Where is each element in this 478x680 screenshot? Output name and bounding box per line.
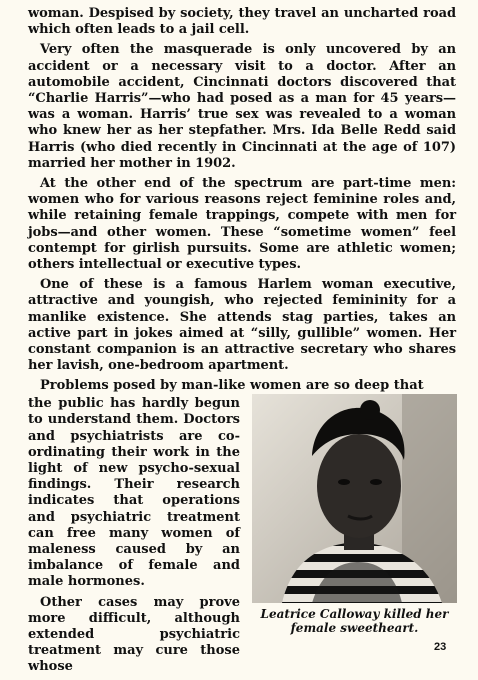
paragraph-1: woman. Despised by society, they travel an uncharted road which often leads to a jail cell.	[28, 6, 456, 38]
paragraph-4: One of these is a famous Harlem woman executive, attractive and youngish, who rejected femininity for a manlike existence. She attends stag parties, takes an active part in jokes aimed at “silly, gullible” women. Her constant companion is an attractive secretary who shares her lavish, one-bedroom apartment.	[28, 277, 456, 374]
page-number: 23	[434, 641, 447, 653]
caption-line-1: Leatrice Calloway killed her	[260, 607, 449, 621]
article-body	[28, 6, 456, 378]
narrow-column	[28, 396, 240, 675]
paragraph-5-continued: the public has hardly begun to understand them. Doctors and psychiatrists are co-ordinating their work in the light of new psycho-sexual findings. Their research indicates that operations and psychiatric treatment can free many women of maleness caused by an imbalance of female and male hormones.	[28, 396, 240, 590]
paragraph-3: At the other end of the spectrum are part-time men: women who for various reasons reject feminine roles and, while retaining female trappings, compete with men for jobs—and other women. These “sometime women” feel contempt for girlish pursuits. Some are athletic women; others intellectual or executive types.	[28, 176, 456, 273]
photo-caption	[250, 607, 459, 635]
photograph	[252, 394, 457, 603]
paragraph-6: Other cases may prove more difficult, although extended psychiatric treatment may cure those whose	[28, 594, 240, 675]
caption-line-2: female sweetheart.	[290, 621, 419, 635]
paragraph-2: Very often the masquerade is only uncovered by an accident or a necessary visit to a doctor. After an automobile accident, Cincinnati doctors discovered that “Charlie Harris”—who had posed as a man for 45 years—was a woman. Harris’ true sex was revealed to a woman who knew her as her stepfather. Mrs. Ida Belle Redd said Harris (who died recently in Cincinnati at the age of 107) married her mother in 1902.	[28, 42, 456, 171]
portrait-image	[252, 394, 457, 603]
paragraph-5-lead: Problems posed by man-like women are so deep that	[40, 378, 424, 393]
